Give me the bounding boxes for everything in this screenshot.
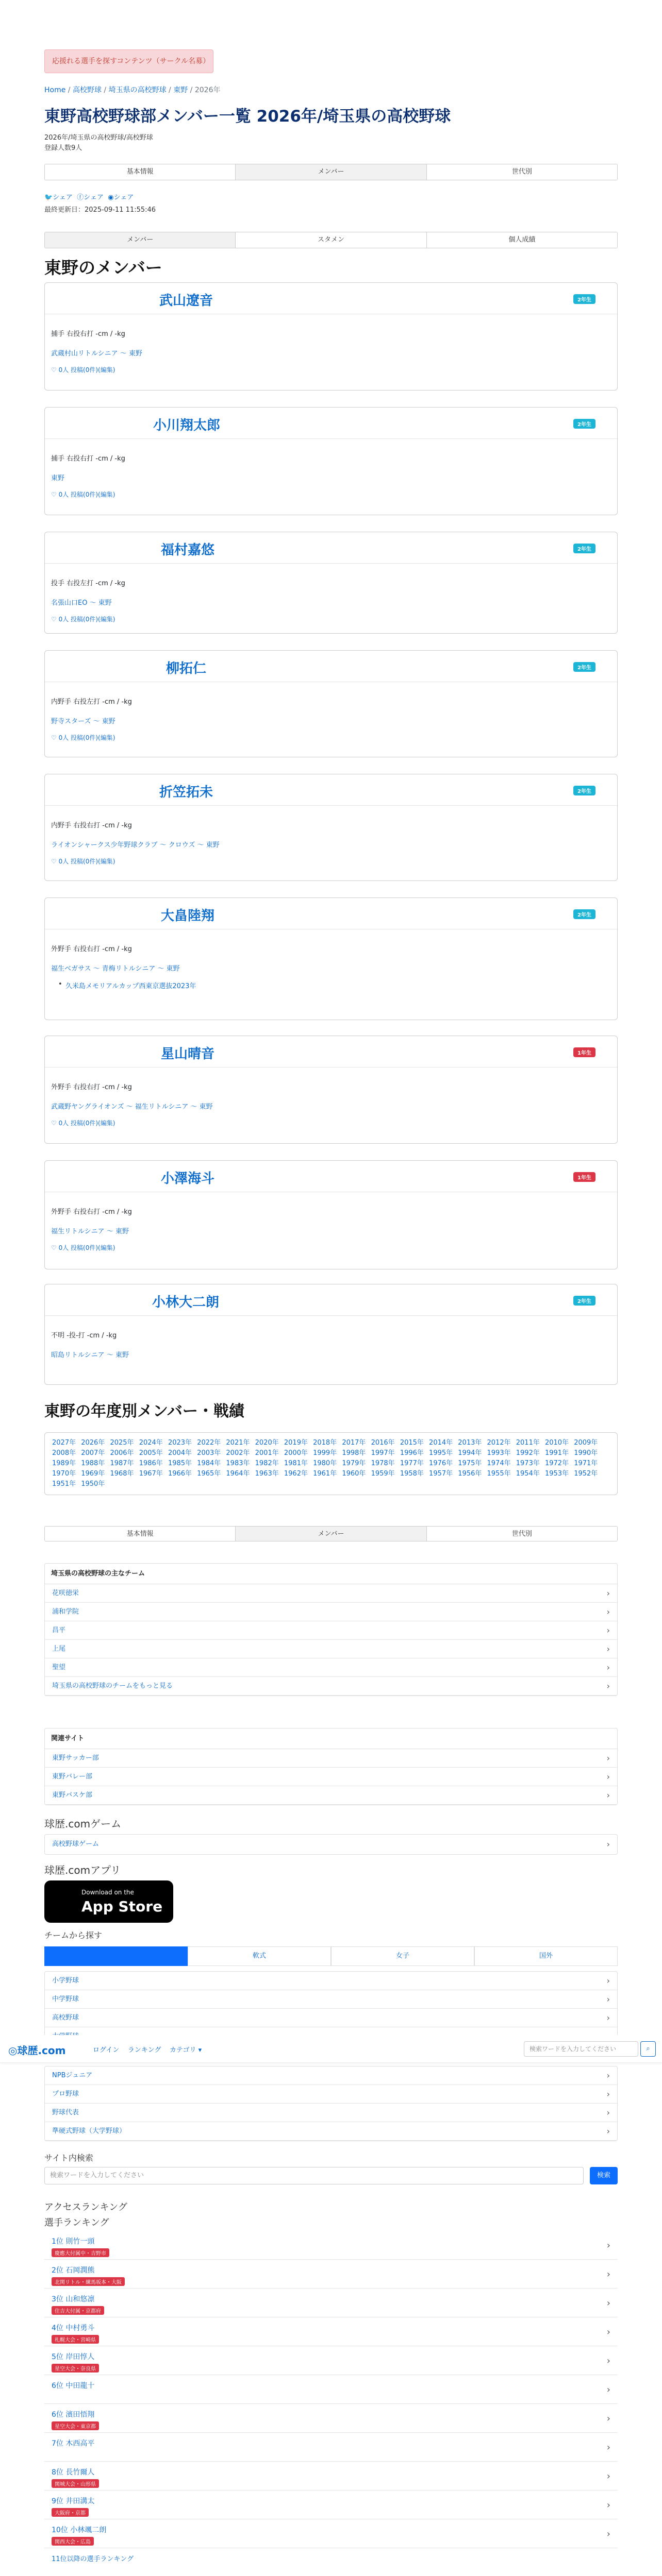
year-link[interactable]: 2018年: [313, 1439, 337, 1447]
tab-soft[interactable]: 軟式: [188, 1946, 331, 1966]
heart-icon[interactable]: ♡: [51, 1244, 59, 1251]
ranking-row[interactable]: [44, 2375, 618, 2404]
ranking-row[interactable]: [44, 2433, 618, 2462]
ranking-row[interactable]: [44, 2404, 618, 2433]
like-row[interactable]: [51, 733, 115, 742]
heart-icon[interactable]: ♡: [51, 858, 59, 865]
category-item[interactable]: 野球代表 ›: [45, 2104, 617, 2122]
site-search-heading: サイト内検索: [44, 2153, 93, 2163]
ranking-tag: 星空大会・東京都: [52, 2421, 99, 2430]
year-link[interactable]: 2009年: [574, 1439, 598, 1447]
player-position: 捕手 右投右打 -cm / -kg: [51, 330, 125, 338]
category-item[interactable]: NPBジュニア ›: [45, 2066, 617, 2085]
team-category-tabs: [44, 1946, 618, 1966]
category-item[interactable]: プロ野球 ›: [45, 2085, 617, 2104]
like-row[interactable]: [51, 1243, 115, 1252]
tab-members[interactable]: メンバー: [236, 164, 426, 180]
ranking-name[interactable]: 3位 山和悠凛: [52, 2295, 95, 2303]
year-link[interactable]: 1988年: [81, 1460, 105, 1467]
year-link[interactable]: 1997年: [371, 1449, 395, 1457]
divider: [45, 805, 617, 806]
player-position: 内野手 右投左打 -cm / -kg: [51, 698, 132, 706]
year-link[interactable]: 1978年: [371, 1460, 395, 1467]
player-name[interactable]: 武山遼音: [159, 293, 213, 309]
tab-starting[interactable]: スタメン: [236, 232, 426, 248]
ranking-row[interactable]: [44, 2346, 618, 2375]
ranking-tag: 慶應大付属中・吉野市: [52, 2248, 109, 2257]
year-link[interactable]: 2027年: [52, 1439, 76, 1447]
year-link[interactable]: 1984年: [197, 1460, 221, 1467]
box-item[interactable]: 上尾 ›: [45, 1640, 617, 1658]
year-link[interactable]: 1972年: [544, 1460, 569, 1467]
search-icon[interactable]: ⌕: [640, 2041, 656, 2057]
game-link[interactable]: 高校野球ゲーム ›: [45, 1835, 617, 1853]
share-facebook-button[interactable]: ⓕシェア: [77, 194, 104, 201]
game-box: [44, 1834, 618, 1855]
box-item[interactable]: 昌平 ›: [45, 1621, 617, 1640]
breadcrumb-year: 2026年: [194, 86, 221, 94]
year-link[interactable]: 1985年: [168, 1460, 192, 1467]
player-card[interactable]: [44, 1160, 618, 1269]
years-heading: 東野の年度別メンバー・戦績: [44, 1402, 244, 1420]
last-updated: 最終更新日：2025-09-11 11:55:46: [44, 206, 156, 214]
like-count: 0人 投稿(0件)(編集): [58, 491, 115, 498]
player-name[interactable]: 星山晴音: [161, 1046, 215, 1062]
year-link[interactable]: 2021年: [226, 1439, 250, 1447]
player-name[interactable]: 小川翔太郎: [153, 418, 221, 433]
player-career[interactable]: 昭島リトルシニア 〜 東野: [51, 1351, 129, 1359]
player-name[interactable]: 小林大二朗: [152, 1295, 220, 1310]
year-link[interactable]: 2017年: [342, 1439, 366, 1447]
box-item[interactable]: 東野バレー部 ›: [45, 1768, 617, 1786]
year-link[interactable]: 1977年: [400, 1460, 424, 1467]
tab-generation-bottom[interactable]: 世代別: [427, 1527, 617, 1541]
like-row[interactable]: [51, 1118, 115, 1127]
year-link[interactable]: 2022年: [197, 1439, 221, 1447]
ranking-tag: 札幌大会・宮崎県: [52, 2335, 99, 2344]
tab-basic-bottom[interactable]: 基本情報: [45, 1527, 236, 1541]
like-row[interactable]: [51, 365, 115, 374]
year-link[interactable]: 1969年: [81, 1470, 105, 1478]
player-name[interactable]: 福村嘉悠: [161, 543, 215, 558]
tabs-bottom: [44, 1526, 618, 1541]
year-link[interactable]: 2025年: [110, 1439, 134, 1447]
year-link[interactable]: 2019年: [284, 1439, 308, 1447]
year-link[interactable]: 2007年: [81, 1449, 105, 1457]
tab-abroad[interactable]: 国外: [474, 1946, 618, 1966]
breadcrumb-pref[interactable]: 埼玉県の高校野球: [108, 86, 167, 94]
ranking-name[interactable]: 5位 岸田惇人: [52, 2353, 95, 2361]
year-link[interactable]: 1963年: [255, 1470, 279, 1478]
year-link[interactable]: 2003年: [197, 1449, 221, 1457]
year-link[interactable]: 1956年: [458, 1470, 482, 1478]
player-position: 不明 -投-打 -cm / -kg: [51, 1332, 117, 1340]
year-link[interactable]: 1960年: [342, 1470, 366, 1478]
year-link[interactable]: 1954年: [516, 1470, 540, 1478]
player-career[interactable]: 名張山口EO 〜 東野: [51, 599, 112, 607]
player-name[interactable]: 柳拓仁: [166, 661, 207, 676]
year-link[interactable]: 1966年: [168, 1470, 192, 1478]
heart-icon[interactable]: ♡: [51, 1120, 59, 1127]
year-link[interactable]: 1979年: [342, 1460, 366, 1467]
grade-badge: 2年生: [573, 909, 595, 919]
player-career[interactable]: 東野: [51, 474, 65, 482]
like-row[interactable]: [51, 615, 115, 623]
year-link[interactable]: 1991年: [544, 1449, 569, 1457]
category-item[interactable]: 小学野球 ›: [45, 1972, 617, 1990]
year-link[interactable]: 1974年: [487, 1460, 511, 1467]
tab-members-bottom[interactable]: メンバー: [236, 1527, 426, 1541]
year-link[interactable]: 1952年: [574, 1470, 598, 1478]
year-link[interactable]: 2015年: [400, 1439, 424, 1447]
tab-member-list[interactable]: メンバー: [45, 232, 236, 248]
year-link[interactable]: 2013年: [458, 1439, 482, 1447]
like-count: 0人 投稿(0件)(編集): [58, 366, 115, 374]
player-ranking-heading: 選手ランキング: [44, 2217, 109, 2228]
ranking-tag: 住吉大付属・京都府: [52, 2306, 104, 2315]
team-search-heading: チームから探す: [44, 1930, 103, 1940]
player-name[interactable]: 折笠拓未: [159, 785, 213, 800]
grade-badge: 2年生: [573, 419, 595, 429]
year-link[interactable]: 2010年: [544, 1439, 569, 1447]
breadcrumb-team[interactable]: 東野: [173, 86, 188, 94]
year-link[interactable]: 1999年: [313, 1449, 337, 1457]
player-position: 内野手 右投右打 -cm / -kg: [51, 822, 132, 829]
divider: [45, 438, 617, 439]
year-link[interactable]: 1996年: [400, 1449, 424, 1457]
tab-women[interactable]: 女子: [331, 1946, 474, 1966]
nav-category[interactable]: カテゴリ ▾: [170, 2046, 202, 2054]
heart-icon[interactable]: ♡: [51, 734, 59, 741]
year-link[interactable]: 1970年: [52, 1470, 76, 1478]
page-subtitle: 2026年/埼玉県の高校野球/高校野球: [44, 134, 153, 142]
category-item[interactable]: 準硬式野球（大学野球） ›: [45, 2122, 617, 2141]
like-count: 0人 投稿(0件)(編集): [58, 858, 115, 865]
breadcrumb-home[interactable]: Home: [44, 86, 66, 94]
year-link[interactable]: 2002年: [226, 1449, 250, 1457]
ranking-row[interactable]: [44, 2289, 618, 2317]
box-header: 埼玉県の高校野球の主なチーム: [45, 1564, 617, 1584]
year-link[interactable]: 1953年: [544, 1470, 569, 1478]
grade-badge: 2年生: [573, 1296, 595, 1306]
player-position: 捕手 右投右打 -cm / -kg: [51, 455, 125, 463]
year-link[interactable]: 2006年: [110, 1449, 134, 1457]
grade-badge: 2年生: [573, 662, 595, 672]
team-category-list-2: [44, 2066, 618, 2141]
ranking-row[interactable]: [44, 2462, 618, 2490]
divider: [45, 1315, 617, 1316]
ranking-name[interactable]: 6位 濱田悟翔: [52, 2411, 95, 2419]
facebook-icon: ⓕ: [77, 194, 84, 201]
year-link[interactable]: 1957年: [429, 1470, 453, 1478]
box-item[interactable]: 聖望 ›: [45, 1658, 617, 1677]
player-position: 外野手 右投右打 -cm / -kg: [51, 945, 132, 953]
player-card[interactable]: [44, 650, 618, 757]
divider: [45, 563, 617, 564]
logo-icon: ◎: [8, 2044, 18, 2057]
year-link[interactable]: 1961年: [313, 1470, 337, 1478]
related-sites-box: [44, 1728, 618, 1805]
page-title: 東野高校野球部メンバー一覧 2026年/埼玉県の高校野球: [44, 107, 451, 126]
year-link[interactable]: 2011年: [516, 1439, 540, 1447]
player-name[interactable]: 小澤海斗: [161, 1171, 215, 1187]
player-name[interactable]: 大畠陸翔: [161, 908, 215, 924]
site-search-input[interactable]: 検索ワードを入力してください: [44, 2167, 584, 2184]
year-link[interactable]: 1968年: [110, 1470, 134, 1478]
player-card[interactable]: [44, 532, 618, 634]
notice-alert[interactable]: 応援れる選手を探すコンテンツ（サークル名募）: [44, 49, 213, 73]
year-link[interactable]: 1962年: [284, 1470, 308, 1478]
line-icon: ◉: [108, 194, 114, 201]
year-link[interactable]: 1995年: [429, 1449, 453, 1457]
box-item[interactable]: 東野サッカー部 ›: [45, 1749, 617, 1768]
main-teams-box: [44, 1563, 618, 1696]
player-position: 外野手 右投右打 -cm / -kg: [51, 1083, 132, 1091]
grade-badge: 1年生: [573, 1047, 595, 1057]
heart-icon[interactable]: ♡: [51, 491, 59, 498]
ranking-row[interactable]: [44, 2317, 618, 2346]
year-link[interactable]: 2016年: [371, 1439, 395, 1447]
year-link[interactable]: 1980年: [313, 1460, 337, 1467]
tab-generation[interactable]: 世代別: [427, 164, 617, 180]
year-link[interactable]: 2005年: [139, 1449, 163, 1457]
year-link[interactable]: 1955年: [487, 1470, 511, 1478]
year-link[interactable]: 1986年: [139, 1460, 163, 1467]
box-item[interactable]: 埼玉県の高校野球のチームをもっと見る ›: [45, 1677, 617, 1696]
members-heading: 東野のメンバー: [44, 258, 162, 278]
player-card[interactable]: [44, 407, 618, 515]
grade-badge: 2年生: [573, 294, 595, 304]
year-link[interactable]: 1964年: [226, 1470, 250, 1478]
year-link[interactable]: 1987年: [110, 1460, 134, 1467]
ranking-row[interactable]: [44, 2519, 618, 2548]
year-link[interactable]: 1950年: [81, 1480, 105, 1488]
like-count: 0人 投稿(0件)(編集): [58, 1244, 115, 1251]
year-link[interactable]: 1958年: [400, 1470, 424, 1478]
site-logo[interactable]: ◎球歴.com: [8, 2044, 66, 2057]
ranking-row[interactable]: [44, 2260, 618, 2289]
ranking-tag: 大阪府・京都: [52, 2508, 89, 2517]
site-search-button[interactable]: 検索: [590, 2167, 618, 2184]
sticky-navbar: [0, 2035, 662, 2063]
year-link[interactable]: 1994年: [458, 1449, 482, 1457]
breadcrumb: Home / 高校野球 / 埼玉県の高校野球 / 東野 / 2026年: [44, 86, 221, 94]
year-link[interactable]: 1971年: [574, 1460, 598, 1467]
player-card[interactable]: [44, 774, 618, 881]
player-career[interactable]: 野寺スターズ 〜 東野: [51, 718, 115, 725]
tabs-top: [44, 164, 618, 180]
grade-badge: 1年生: [573, 1172, 595, 1182]
ranking-row[interactable]: [44, 2490, 618, 2519]
ranking-tag: 北関リトル・練馬坂本・大阪: [52, 2277, 125, 2286]
share-twitter-button[interactable]: 🐦シェア: [44, 194, 73, 201]
year-link[interactable]: 1981年: [284, 1460, 308, 1467]
ranking-tag: 星空大会・奈良県: [52, 2364, 99, 2372]
like-count: 0人 投稿(0件)(編集): [58, 734, 115, 741]
grade-badge: 2年生: [573, 544, 595, 553]
year-link[interactable]: 2024年: [139, 1439, 163, 1447]
player-career[interactable]: 福生ベガサス 〜 青梅リトルシニア 〜 東野: [51, 965, 180, 973]
ranking-name[interactable]: 10位 小林颯二朗: [52, 2526, 107, 2534]
year-link[interactable]: 1975年: [458, 1460, 482, 1467]
ranking-tag: 関西大会・広島: [52, 2537, 94, 2546]
heart-icon[interactable]: ♡: [51, 366, 59, 374]
year-link[interactable]: 1982年: [255, 1460, 279, 1467]
app-store-badge[interactable]: Download on the App Store: [44, 1880, 173, 1923]
year-link[interactable]: 1959年: [371, 1470, 395, 1478]
game-heading: 球歴.comゲーム: [44, 1818, 122, 1830]
ranking-name[interactable]: 7位 木西高平: [52, 2439, 95, 2448]
year-link[interactable]: 1973年: [516, 1460, 540, 1467]
like-row[interactable]: [51, 490, 115, 499]
like-count: 0人 投稿(0件)(編集): [58, 616, 115, 623]
app-heading: 球歴.comアプリ: [44, 1864, 121, 1876]
ranking-name[interactable]: 1位 則竹一頭: [52, 2238, 95, 2246]
ranking-row[interactable]: [44, 2231, 618, 2260]
player-career[interactable]: 武蔵野ヤングライオンズ 〜 福生リトルシニア 〜 東野: [51, 1103, 213, 1111]
access-ranking-heading: アクセスランキング: [44, 2202, 127, 2213]
year-link[interactable]: 1976年: [429, 1460, 453, 1467]
like-row[interactable]: [51, 857, 115, 866]
tabs-member: [44, 232, 618, 248]
player-card[interactable]: [44, 282, 618, 391]
share-line-button[interactable]: ◉シェア: [108, 194, 134, 201]
year-link[interactable]: 1951年: [52, 1480, 76, 1488]
player-card[interactable]: [44, 1284, 618, 1385]
nav-login[interactable]: ログイン: [93, 2046, 120, 2054]
tab-basic[interactable]: 基本情報: [45, 164, 236, 180]
ranking-more-link[interactable]: 11位以降の選手ランキング: [52, 2555, 134, 2563]
player-card[interactable]: [44, 1036, 618, 1144]
category-item[interactable]: 中学野球 ›: [45, 1990, 617, 2009]
grade-badge: 2年生: [573, 786, 595, 795]
year-link[interactable]: 2026年: [81, 1439, 105, 1447]
ranking-name[interactable]: 8位 長竹爾人: [52, 2468, 95, 2477]
member-count: 登録人数9人: [44, 144, 82, 152]
player-career[interactable]: 武蔵村山リトルシニア 〜 東野: [51, 350, 142, 358]
year-link[interactable]: 1983年: [226, 1460, 250, 1467]
box-header: 関連サイト: [45, 1728, 617, 1749]
tab-hard[interactable]: [44, 1946, 188, 1966]
box-item[interactable]: 花咲徳栄 ›: [45, 1584, 617, 1603]
year-link[interactable]: 2014年: [429, 1439, 453, 1447]
year-link[interactable]: 1992年: [516, 1449, 540, 1457]
player-position: 外野手 右投右打 -cm / -kg: [51, 1208, 132, 1216]
year-link[interactable]: 2000年: [284, 1449, 308, 1457]
ranking-name[interactable]: 6位 中田龍十: [52, 2382, 95, 2390]
player-career[interactable]: ライオンシャークス少年野球クラブ 〜 クロウズ 〜 東野: [51, 841, 220, 849]
player-award[interactable]: • 久米島メモリアルカップ西東京選抜2023年: [65, 980, 196, 990]
year-link[interactable]: 1967年: [139, 1470, 163, 1478]
ranking-name[interactable]: 2位 石岡潤熊: [52, 2266, 95, 2275]
year-link[interactable]: 2020年: [255, 1439, 279, 1447]
share-row: [44, 192, 134, 201]
nav-ranking[interactable]: ランキング: [127, 2046, 161, 2054]
year-link[interactable]: 1990年: [574, 1449, 598, 1457]
year-link[interactable]: 1965年: [197, 1470, 221, 1478]
box-item[interactable]: 浦和学院 ›: [45, 1603, 617, 1621]
year-link[interactable]: 1993年: [487, 1449, 511, 1457]
ranking-tag: 関城大会・山形県: [52, 2479, 99, 2488]
box-item[interactable]: 東野バスケ部 ›: [45, 1786, 617, 1805]
twitter-icon: 🐦: [44, 194, 53, 201]
player-card[interactable]: [44, 897, 618, 1020]
year-link[interactable]: 2004年: [168, 1449, 192, 1457]
player-position: 投手 右投左打 -cm / -kg: [51, 580, 125, 587]
year-link[interactable]: 2012年: [487, 1439, 511, 1447]
player-career[interactable]: 福生リトルシニア 〜 東野: [51, 1228, 129, 1235]
heart-icon[interactable]: ♡: [51, 616, 59, 623]
year-link[interactable]: 1989年: [52, 1460, 76, 1467]
tab-stats[interactable]: 個人成績: [427, 232, 617, 248]
breadcrumb-hs[interactable]: 高校野球: [72, 86, 102, 94]
like-count: 0人 投稿(0件)(編集): [58, 1120, 115, 1127]
year-link[interactable]: 2008年: [52, 1449, 76, 1457]
year-link[interactable]: 1998年: [342, 1449, 366, 1457]
ranking-name[interactable]: 9位 井田溝太: [52, 2497, 95, 2505]
year-link[interactable]: 2023年: [168, 1439, 192, 1447]
year-links: [44, 1432, 618, 1495]
year-link[interactable]: 2001年: [255, 1449, 279, 1457]
ranking-name[interactable]: 4位 中村勇斗: [52, 2324, 95, 2332]
page: [44, 0, 618, 2576]
nav-search-input[interactable]: 検索ワードを入力してください: [524, 2041, 638, 2057]
category-item[interactable]: 高校野球 ›: [45, 2009, 617, 2027]
